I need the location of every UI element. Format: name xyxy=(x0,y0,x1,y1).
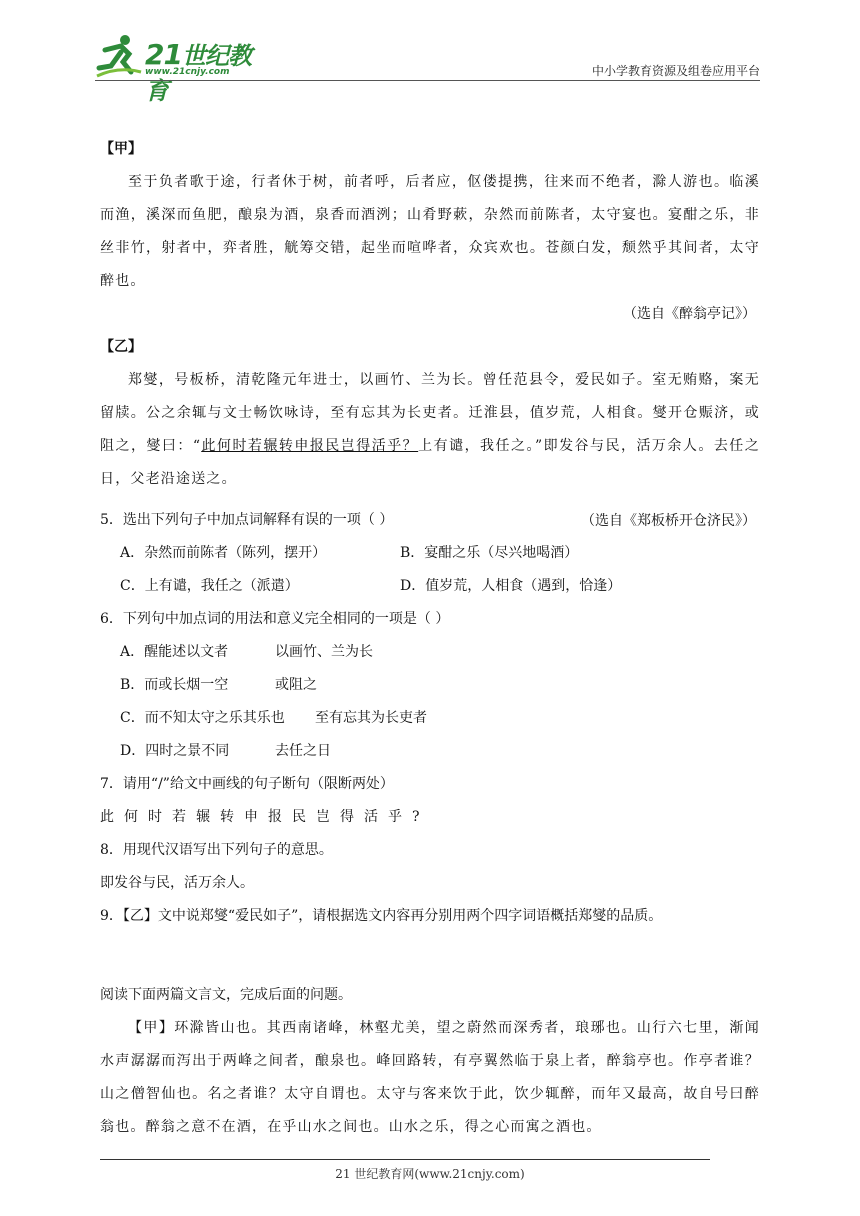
footer-divider xyxy=(100,1159,710,1160)
jia-source: （选自《醉翁亭记》） xyxy=(623,306,756,322)
q5-option-a: A．杂然而前陈者（陈列，摆开） xyxy=(120,545,327,561)
q5-option-c: C．上有谴，我任之（派遣） xyxy=(120,578,299,594)
logo-url: www.21cnjy.com xyxy=(145,67,230,77)
yi-label: 【乙】 xyxy=(100,339,142,355)
passage-one xyxy=(100,133,760,538)
q5-stem: 5．选出下列句子中加点词解释有误的一项（ ） xyxy=(100,512,394,528)
q9-stem: 9．【乙】文中说郑燮“爱民如子”，请根据选文内容再分别用两个四字词语概括郑燮的品质。 xyxy=(100,908,663,924)
passage2-intro: 阅读下面两篇文言文，完成后面的问题。 xyxy=(100,987,352,1003)
jia-label: 【甲】 xyxy=(100,141,142,157)
passage2-jia-text: 【甲】环滁皆山也。其西南诸峰，林壑尤美，望之蔚然而深秀者，琅琊也。山行六七里，渐闻水声潺潺而泻出于两峰之间者，酿泉也。峰回路转，有亭翼然临于泉上者，醉翁亭也。作亭者谁？山之僧智仙也。名之者谁？太守自谓也。太守与客来饮于此，饮少辄醉，而年又最高，故自号曰醉翁也。醉翁之意不在酒，在乎山水之间也。山水之乐，得之心而寓之酒也。 xyxy=(100,1020,760,1135)
underlined-sentence: 此何时若辗转申报民岂得活乎？ xyxy=(201,438,419,454)
yi-text: 郑燮，号板桥，清乾隆元年进士，以画竹、兰为长。曾任范县令，爱民如子。室无贿赂，案无留牍。公之余辄与文士畅饮咏诗，至有忘其为长吏者。迁淮县，值岁荒，人相食。燮开仓赈济，或阻之，燮曰：“此何时若辗转申报民岂得活乎？上有谴，我任之。”即发谷与民，活万余人。去任之日，父老沿途送之。 xyxy=(100,372,760,487)
q5-row-ab xyxy=(100,537,760,570)
q5-option-b: B．宴酣之乐（尽兴地喝酒） xyxy=(400,545,579,561)
q5-option-d: D．值岁荒，人相食（遇到，恰逢） xyxy=(400,578,622,594)
q8-stem: 8．用现代汉语写出下列句子的意思。 xyxy=(100,842,333,858)
logo-text: 21世纪教育 xyxy=(145,38,251,105)
runner-logo-icon xyxy=(95,32,143,78)
page-footer: 21 世纪教育网(www.21cnjy.com) xyxy=(335,1167,525,1181)
passage-two xyxy=(100,979,760,1144)
q8-sentence: 即发谷与民，活万余人。 xyxy=(100,875,254,891)
yi-source: （选自《郑板桥开仓济民》） xyxy=(581,513,756,529)
q6-option-d: D．四时之景不同 去任之日 xyxy=(120,743,331,759)
q6-option-b: B．而或长烟一空 或阻之 xyxy=(120,677,317,693)
header-divider xyxy=(95,80,760,81)
q7-sentence: 此何时若辗转申报民岂得活乎? xyxy=(100,809,430,825)
q6-option-c: C．而不知太守之乐其乐也 至有忘其为长吏者 xyxy=(120,710,427,726)
page-header xyxy=(95,30,760,105)
q7-stem: 7．请用“/”给文中画线的句子断句（限断两处） xyxy=(100,776,394,792)
jia-text: 至于负者歌于途，行者休于树，前者呼，后者应，伛偻提携，往来而不绝者，滁人游也。临溪而渔，溪深而鱼肥，酿泉为酒，泉香而酒洌；山肴野蔌，杂然而前陈者，太守宴也。宴酣之乐，非丝非竹，射者中，弈者胜，觥筹交错，起坐而喧哗者，众宾欢也。苍颜白发，颓然乎其间者，太守醉也。 xyxy=(100,174,760,289)
q6-stem: 6．下列句中加点词的用法和意义完全相同的一项是（ ） xyxy=(100,611,450,627)
q5-row-cd xyxy=(100,570,760,603)
platform-name: 中小学教育资源及组卷应用平台 xyxy=(591,64,760,78)
q6-option-a: A．醒能述以文者 以画竹、兰为长 xyxy=(120,644,373,660)
questions xyxy=(100,504,760,933)
site-logo xyxy=(95,30,265,105)
